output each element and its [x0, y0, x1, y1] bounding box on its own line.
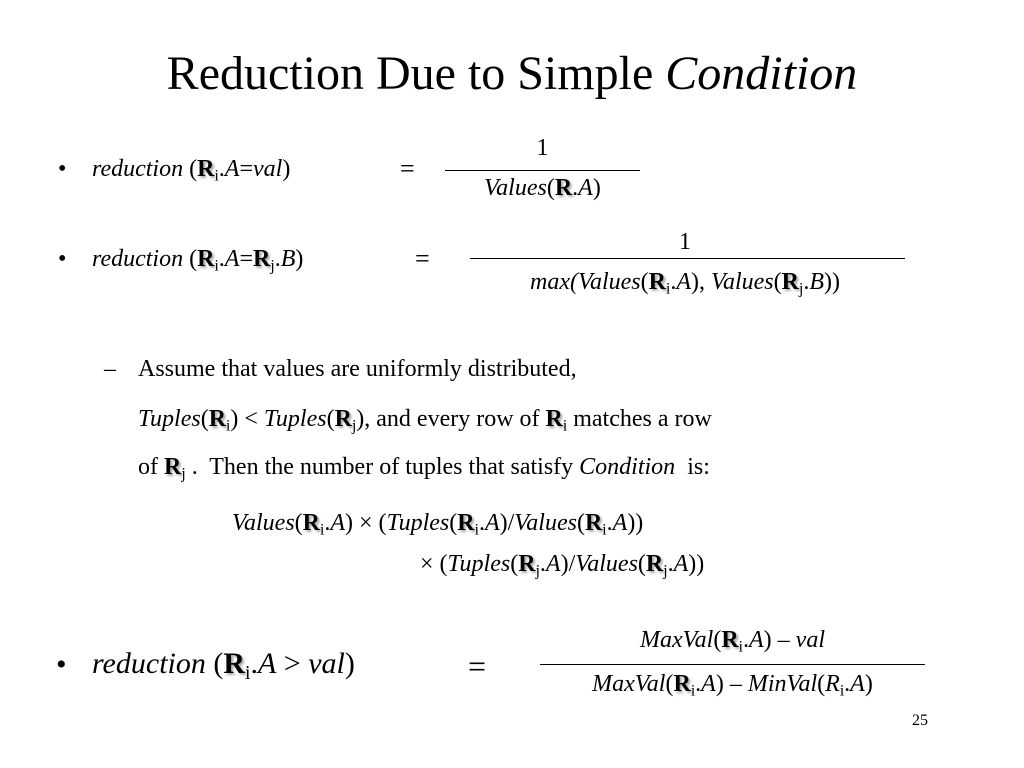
fraction-bar [445, 170, 640, 171]
sub-bullet-line-3: of $R_j$ . Then the number of tuples that satisfy Condition is: [138, 454, 710, 483]
bullet-1-lhs: reduction $(R_i.A=val)$ [92, 156, 291, 185]
formula-line-1: $Values(R_i.A)$ × $(Tuples(R_i.A)/Values(R_i.A))$ [232, 510, 644, 539]
page-number: 25 [912, 712, 928, 729]
bullet-1-denominator: Values(R.A) [484, 175, 601, 201]
fraction-bar [540, 664, 925, 665]
bullet-1-equals: = [400, 154, 415, 183]
sub-bullet-line-2: $Tuples(R_i)$ < $Tuples(R_j)$, and every row of $R_i$ matches a row [138, 406, 712, 435]
bullet-marker: • [58, 246, 67, 272]
bullet-2-equals: = [415, 244, 430, 273]
bullet-3-lhs: reduction $(R_i.A > val)$ [92, 647, 355, 684]
bullet-3-denominator: $MaxVal(R_i.A)$ – $MinVal(R_i.A)$ [592, 671, 873, 700]
sub-bullet-line-1: Assume that values are uniformly distributed, [138, 356, 577, 382]
bullet-2-denominator: $\max(Values(R_i.A)$, $Values(R_j.B)$) [529, 269, 840, 298]
bullet-1-numerator: 1 [536, 135, 549, 161]
bullet-marker: • [58, 156, 67, 182]
bullet-marker: • [56, 648, 67, 681]
sub-bullet-dash: – [104, 356, 116, 382]
bullet-2-lhs: reduction $(R_i.A=R_j.B)$ [92, 246, 304, 275]
bullet-2-numerator: 1 [679, 229, 691, 255]
bullet-3-numerator: $MaxVal(R_i.A)$ – val [640, 627, 825, 656]
formula-line-2: × $(Tuples(R_j.A)/Values(R_j.A))$ [420, 551, 705, 580]
fraction-bar [470, 258, 905, 259]
slide-title: Reduction Due to Simple Condition [166, 47, 858, 100]
bullet-3-equals: = [468, 648, 487, 684]
